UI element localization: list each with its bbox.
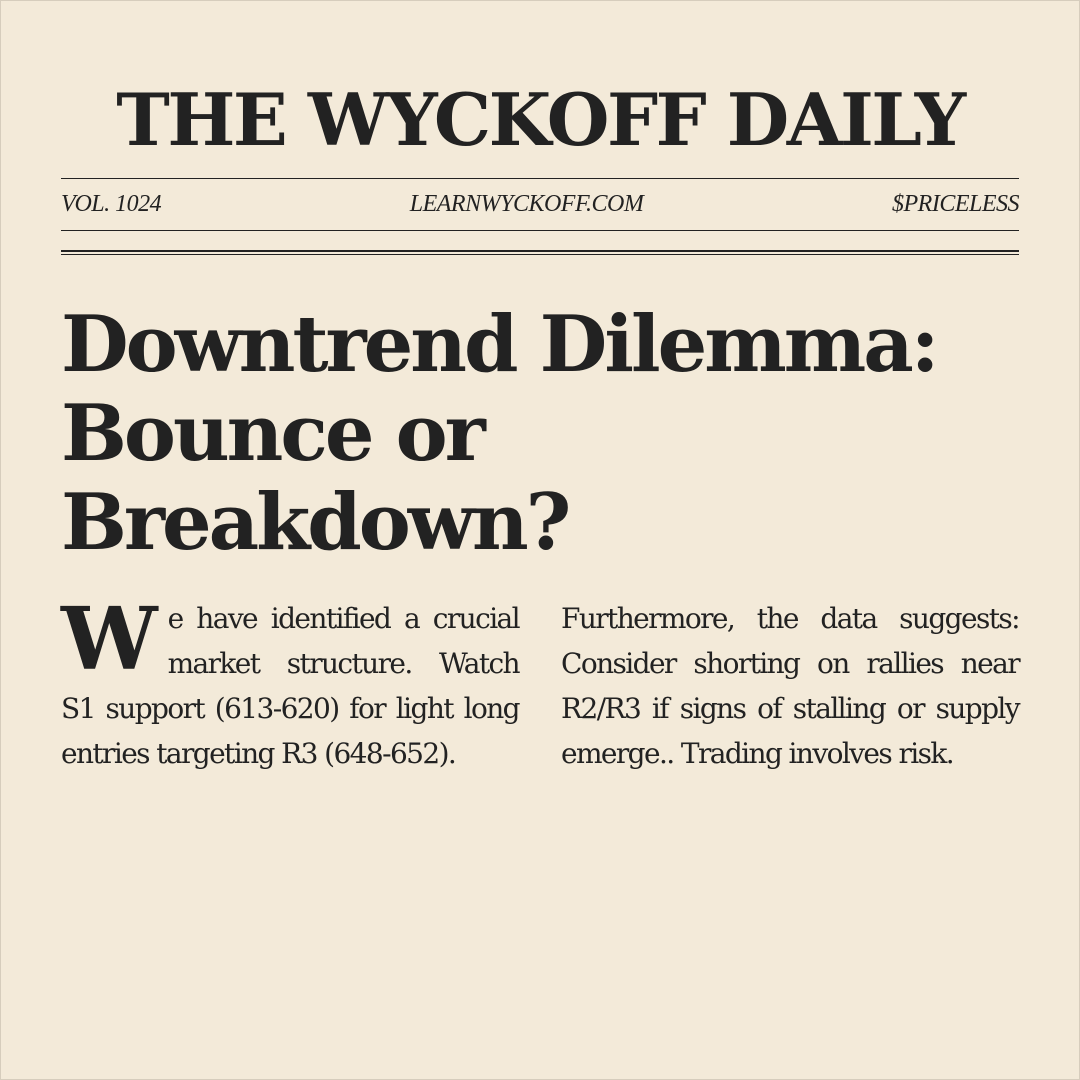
article-right-text: Furthermore, the data suggests: Consider shorting on rallies near R2/R3 if signs of stalling or supply emerge.. Trading involves risk. [561,602,1019,770]
article-column-right [561,596,1019,776]
article-left-text: e have identified a crucial market structure. Watch S1 support (613-620) for light long entries targeting R3 (648-652). [61,602,519,770]
website-label: LEARNWYCKOFF.COM [409,190,644,217]
rule-middle [61,230,1019,231]
article-column-left [61,589,519,776]
headline [61,300,1019,567]
headline-line-2: Bounce or [61,388,483,479]
volume-label: VOL. 1024 [61,190,162,217]
double-rule-thick [61,250,1019,252]
headline-line-3: Breakdown? [61,477,569,568]
double-rule-thin [61,254,1019,255]
drop-cap: W [61,589,158,690]
price-label: $PRICELESS [892,190,1019,217]
rule-top [61,178,1019,179]
masthead-infobar [61,189,1019,219]
masthead-title: THE WYCKOFF DAILY [116,77,964,162]
headline-line-1: Downtrend Dilemma: [61,299,937,390]
